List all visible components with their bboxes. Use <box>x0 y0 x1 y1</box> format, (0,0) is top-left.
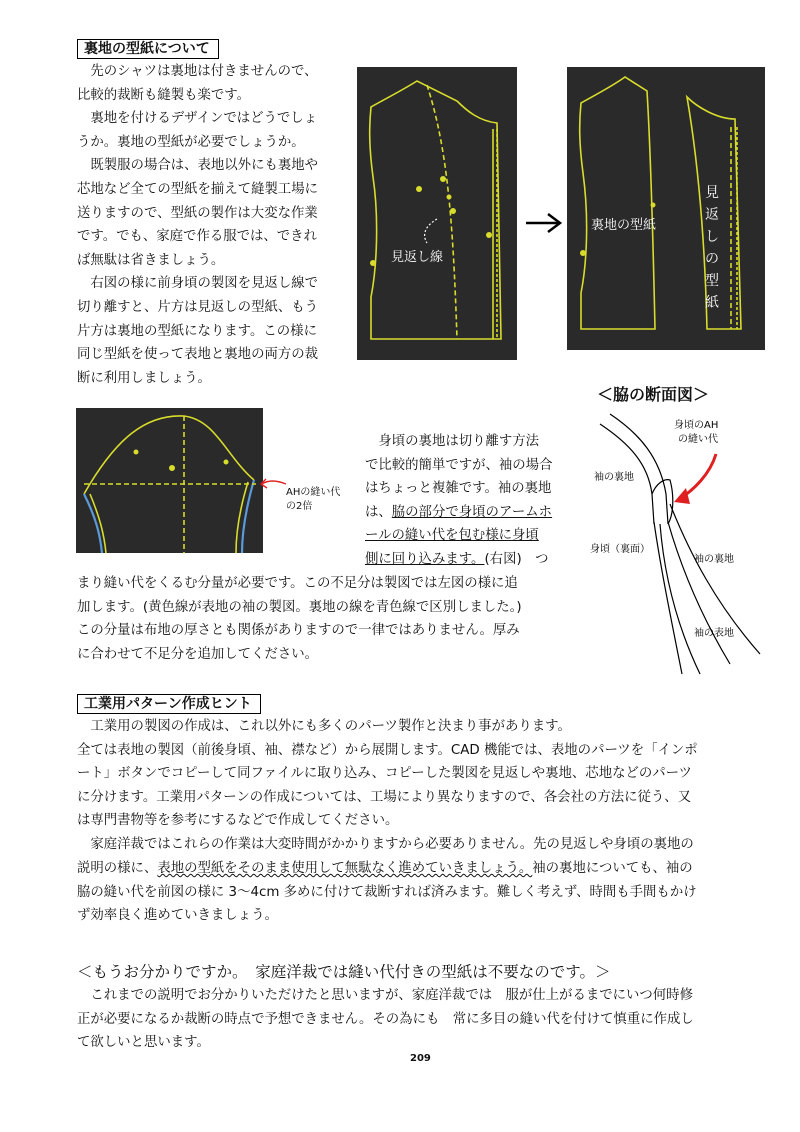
lining-pattern-label: 裏地の型紙 <box>591 218 657 233</box>
industrial-line-7c: 袖の裏地についても、袖の <box>532 861 693 876</box>
intro-line-10: 右図の様に前身頃の製図を見返し線で <box>77 276 319 292</box>
sleeve-text-line-1: 身頃の裏地は切り離す方法 <box>365 434 540 449</box>
sleeve-outer-label: 袖の表地 <box>694 628 734 639</box>
industrial-line-9: ず効率良く進めていきましょう。 <box>77 908 278 924</box>
sleeve-allowance-text <box>77 572 522 666</box>
facing-char-4: の <box>705 251 719 267</box>
intro-line-3: 裏地を付けるデザインではどうでしょ <box>77 111 318 127</box>
facing-line-label: 見返し線 <box>391 250 444 265</box>
lining-intro-text <box>77 60 318 390</box>
industrial-line-1: 工業用の製図の作成は、これ以外にも多くのパーツ製作と決まり事があります。 <box>77 719 571 734</box>
front-bodice-diagram <box>357 67 517 360</box>
cross-section-diagram <box>590 404 790 684</box>
industrial-line-4: に分けます。工業用パターンの作成については、工場により異なりますので、各会社の方法に従う、又 <box>77 789 692 805</box>
ah-label-1: 身頃のAH <box>674 420 719 431</box>
section-heading-lining: 裏地の型紙について <box>77 39 219 59</box>
sleeve-lining-top-label: 袖の裏地 <box>594 472 634 483</box>
pointer-arrow-icon <box>258 476 288 492</box>
sleeve-pattern-figure <box>76 408 263 553</box>
facing-char-1: 見 <box>705 185 719 201</box>
intro-line-5: 既製服の場合は、表地以外にも裏地や <box>77 158 319 174</box>
front-bodice-figure <box>357 67 517 360</box>
industrial-line-7b: 表地の型紙をそのまま使用して無駄なく進めていきましょう。 <box>157 861 533 876</box>
facing-char-6: 紙 <box>705 295 719 311</box>
intro-line-4: うか。裏地の型紙が必要でしょうか。 <box>77 134 305 150</box>
intro-line-7: 送りますので、型紙の製作は大変な作業 <box>77 205 318 221</box>
intro-line-11: 切り離すと、片方は見返しの型紙、もう <box>77 299 319 315</box>
page-number: 209 <box>410 1053 431 1064</box>
section-heading-conclusion: ＜もうお分かりですか。 家庭洋裁では縫い代付きの型紙は不要なのです。＞ <box>77 963 611 981</box>
split-pattern-figure <box>567 67 765 350</box>
intro-line-1: 先のシャツは裏地は付きませんので、 <box>77 64 318 79</box>
sleeve-note-line-1: AHの縫い代 <box>286 487 341 498</box>
bodice-lining-label: 身頃（裏面） <box>590 544 650 555</box>
right-arrow-icon <box>524 210 564 236</box>
conclusion-text <box>77 984 694 1055</box>
industrial-line-8: 脇の縫い代を前図の様に 3～4cm 多めに付けて裁断すれば済みます。難しく考えず、時間も手間もかけ <box>77 884 697 900</box>
intro-line-12: 片方は裏地の型紙になります。この様に <box>77 323 317 339</box>
sleeve-text-line-5: ールの縫い代を包む様に身頃 <box>365 528 539 544</box>
industrial-pattern-text-end <box>77 857 697 928</box>
sleeve-lining-text <box>365 430 552 572</box>
sleeve-allowance-line-2: 加します。(黄色線が表地の袖の製図。裏地の線を青色線で区別しました。) <box>77 599 522 615</box>
sleeve-note-line-2: の2倍 <box>286 501 313 512</box>
sleeve-text-line-3: はちょっと複雑です。袖の裏地 <box>365 481 552 497</box>
intro-line-13: 同じ型紙を使って表地と裏地の両方の裁 <box>77 347 319 363</box>
conclusion-line-3: て欲しいと思います。 <box>77 1035 210 1051</box>
sleeve-allowance-line-4: に合わせて不足分を追加してください。 <box>77 646 319 662</box>
conclusion-line-1: これまでの説明でお分かりいただけたと思いますが、家庭洋裁では 服が仕上がるまでにいつ何時修 <box>77 988 693 1003</box>
industrial-line-6: 家庭洋裁ではこれらの作業は大変時間がかかりますから必要ありません。先の見返しや身頃の裏地の <box>77 836 694 852</box>
conclusion-line-2: 正が必要になるか裁断の時点で予想できません。その為にも 常に多目の縫い代を付けて慎重に作成し <box>77 1011 694 1027</box>
cross-section-title: ＜脇の断面図＞ <box>597 385 710 404</box>
facing-char-3: し <box>705 229 719 245</box>
sleeve-text-line-4b: 脇の部分で身頃のアームホ <box>391 504 553 520</box>
intro-line-9: ば無駄は省きましょう。 <box>77 252 225 268</box>
industrial-line-5: は専門書物等を参考にするなどで作成してください。 <box>77 813 399 829</box>
industrial-line-7a: 説明の様に、 <box>77 861 158 876</box>
sleeve-pattern-diagram <box>76 408 263 553</box>
industrial-line-3: ート」ボタンでコピーして同ファイルに取り込み、コピーした製図を見返しや裏地、芯地などのパーツ <box>77 766 692 782</box>
sleeve-note <box>286 486 340 514</box>
facing-char-2: 返 <box>705 207 719 223</box>
intro-line-6: 芯地など全ての型紙を揃えて縫製工場に <box>77 181 319 197</box>
sleeve-text-line-2: で比較的簡単ですが、袖の場合 <box>365 457 553 473</box>
split-pattern-diagram <box>567 67 765 350</box>
sleeve-lining-label: 袖の裏地 <box>694 554 734 565</box>
intro-line-14: 断に利用しましょう。 <box>77 370 211 386</box>
sleeve-text-line-6b: (右図) つ <box>484 551 549 567</box>
industrial-pattern-text <box>77 715 698 857</box>
intro-line-2: 比較的裁断も縫製も楽です。 <box>77 87 251 103</box>
industrial-line-2: 全ては表地の製図（前後身頃、袖、襟など）から展開します。CAD 機能では、表地のパーツを「インポ <box>77 742 698 758</box>
ah-label-2: の縫い代 <box>678 434 718 445</box>
sleeve-text-line-4a: は、 <box>365 504 392 520</box>
sleeve-allowance-line-1: まり縫い代をくるむ分量が必要です。この不足分は製図では左図の様に追 <box>77 576 518 591</box>
facing-char-5: 型 <box>705 273 719 289</box>
sleeve-allowance-line-3: この分量は布地の厚さとも関係がありますので一律ではありません。厚み <box>77 623 520 639</box>
sleeve-text-line-6a: 側に回り込みます。 <box>365 551 485 567</box>
section-heading-industrial: 工業用パターン作成ヒント <box>77 694 261 714</box>
intro-line-8: です。でも、家庭で作る服では、できれ <box>77 229 317 245</box>
